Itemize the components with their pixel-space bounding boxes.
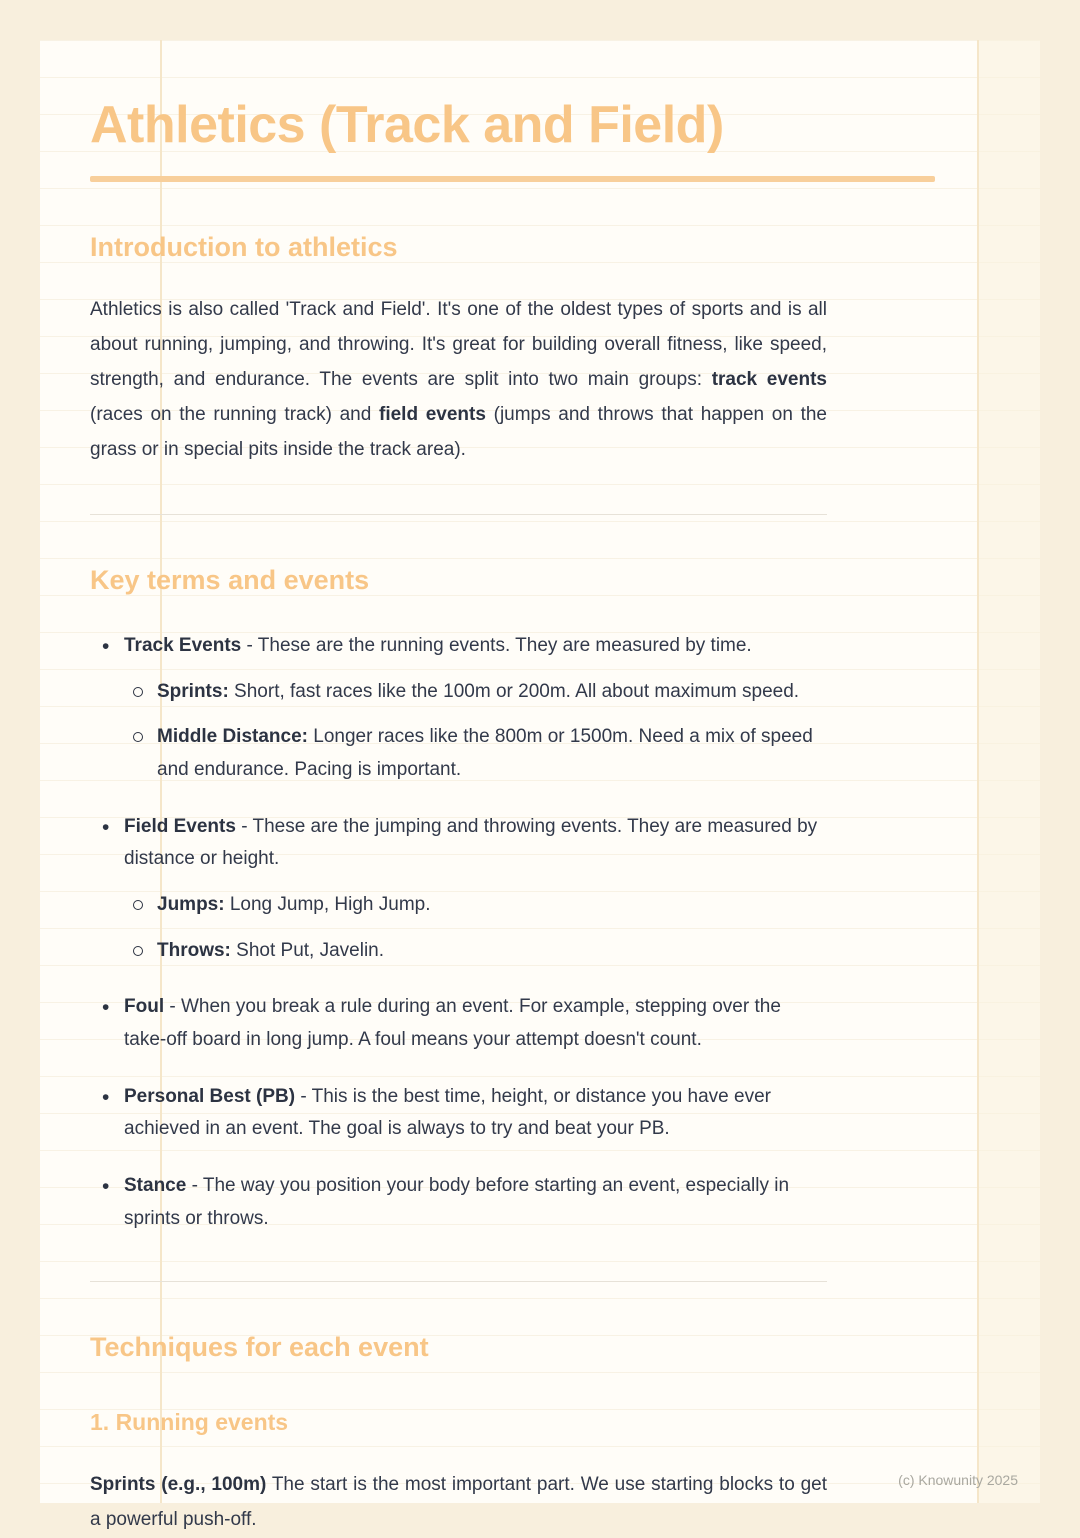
section-heading-key-terms: Key terms and events [90, 565, 370, 595]
term-label: Stance [124, 1175, 187, 1197]
list-item-text [124, 1086, 771, 1140]
section-divider [90, 514, 827, 515]
term-definition: - The way you position your body before starting an event, especially in sprints or throws. [124, 1175, 790, 1229]
text-run: Athletics is also called 'Track and Field'. It's one of the oldest types of sports and is all about running, jumping, and throwing. It's great for building overall fitness, like speed, strength, and endurance. The events are split into two main groups: [90, 299, 827, 391]
sub-list [124, 889, 827, 967]
list-item-text [124, 635, 752, 656]
term-definition: - These are the running events. They are measured by time. [241, 635, 752, 656]
section-heading-techniques: Techniques for each event [90, 1332, 429, 1363]
list-item-text [124, 816, 817, 870]
term-definition: Longer races like the 800m or 1500m. Need a mix of speed and endurance. Pacing is important. [157, 726, 813, 781]
term-definition: Shot Put, Javelin. [230, 939, 385, 961]
sub-list-item-jumps [124, 889, 827, 922]
term-definition: Long Jump, High Jump. [224, 894, 431, 916]
term-label: Jumps: [157, 894, 225, 916]
term-definition: Short, fast races like the 100m or 200m. All about maximum speed. [228, 680, 800, 702]
term-label: Personal Best (PB) [124, 1085, 296, 1107]
sub-list-item-middle-distance [124, 721, 827, 786]
copyright-watermark: (c) Knowunity 2025 [898, 1472, 1018, 1488]
term-definition: - These are the jumping and throwing events. They are measured by distance or height. [124, 815, 818, 870]
text-run: (races on the running track) and [90, 404, 379, 426]
sub-list-item-sprints [124, 676, 827, 709]
bold-term-sprints-100m: Sprints (e.g., 100m) [90, 1474, 267, 1496]
list-item-personal-best [90, 1081, 827, 1146]
document-content [40, 40, 1040, 1538]
title-underline [90, 176, 935, 182]
key-terms-list [90, 630, 827, 1235]
term-definition: - When you break a rule during an event. For example, stepping over the take-off board in long jump. A foul means your attempt doesn't count. [124, 996, 781, 1051]
text-run: The start is the most important part. We use starting blocks to get a powerful push-off. [90, 1474, 827, 1531]
list-item-foul [90, 991, 827, 1056]
term-label: Throws: [157, 939, 231, 961]
list-item-stance [90, 1170, 827, 1235]
text-run: (jumps and throws that happen on the grass or in special pits inside the track area). [90, 404, 827, 461]
term-label: Foul [124, 996, 165, 1018]
section-heading-introduction: Introduction to athletics [90, 232, 398, 263]
section-divider [90, 1281, 827, 1282]
list-item-text [124, 996, 781, 1050]
sub-heading-running-events: 1. Running events [90, 1409, 289, 1436]
bold-term-field-events: field events [379, 404, 486, 426]
list-item-field-events [90, 811, 827, 968]
term-definition: - This is the best time, height, or distance you have ever achieved in an event. The goal is always to try and beat your PB. [124, 1085, 771, 1140]
bold-term-track-events: track events [711, 369, 828, 391]
list-item-text [124, 1175, 789, 1229]
intro-paragraph [90, 293, 827, 468]
sub-list [124, 676, 827, 787]
term-label: Track Events [124, 635, 242, 656]
page-title: Athletics (Track and Field) [90, 96, 724, 154]
notebook-page [40, 40, 1040, 1531]
term-label: Middle Distance: [157, 726, 308, 748]
sub-list-item-throws [124, 935, 827, 968]
list-item-track-events [90, 630, 827, 787]
term-label: Field Events [124, 815, 236, 837]
term-label: Sprints: [157, 680, 229, 702]
